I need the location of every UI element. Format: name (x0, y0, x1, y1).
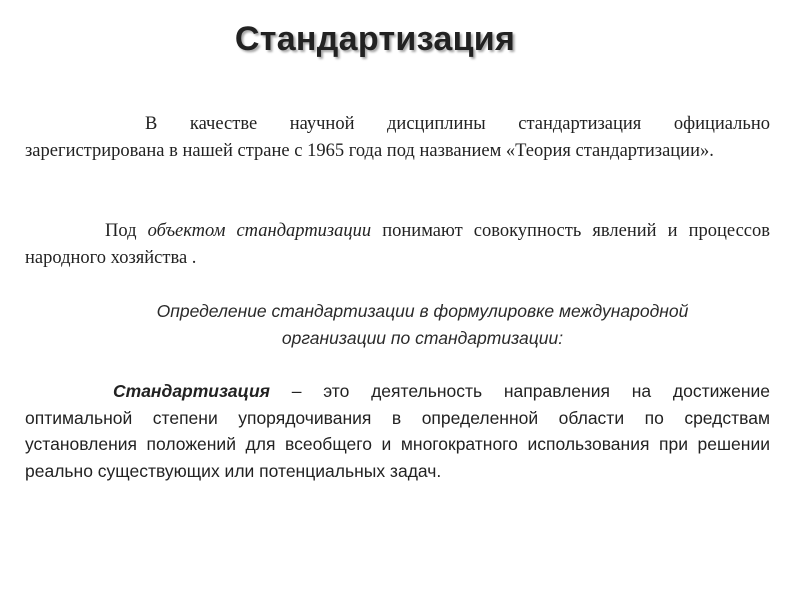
paragraph-object (25, 218, 770, 272)
iso-heading-line-1: Определение стандартизации в формулировке международной (156, 301, 689, 321)
paragraph-object-prefix: Под (105, 221, 148, 241)
paragraph-object-emphasis: объектом стандартизации (147, 221, 372, 241)
slide-title: Стандартизация (234, 20, 516, 58)
paragraph-object-suffix: понимают совокупность явлений и процессов народного хозяйства . (25, 221, 771, 268)
definition-text: – это деятельность направления на достижение оптимальной степени упорядочивания в определенной области по средствам установления положений для всеобщего и многократного использования при решении реально существующих или потенциальных задач. (25, 381, 770, 481)
paragraph-iso-definition-heading (25, 298, 800, 352)
paragraph-history (25, 111, 770, 165)
paragraph-definition (25, 378, 770, 484)
iso-heading-line-2: организации по стандартизации: (281, 328, 564, 348)
paragraph-history-text: В качестве научной дисциплины стандартизация официально зарегистрирована в нашей стране с 1965 года под названием «Теория стандартизации». (25, 114, 770, 161)
definition-term: Стандартизация (113, 381, 270, 401)
